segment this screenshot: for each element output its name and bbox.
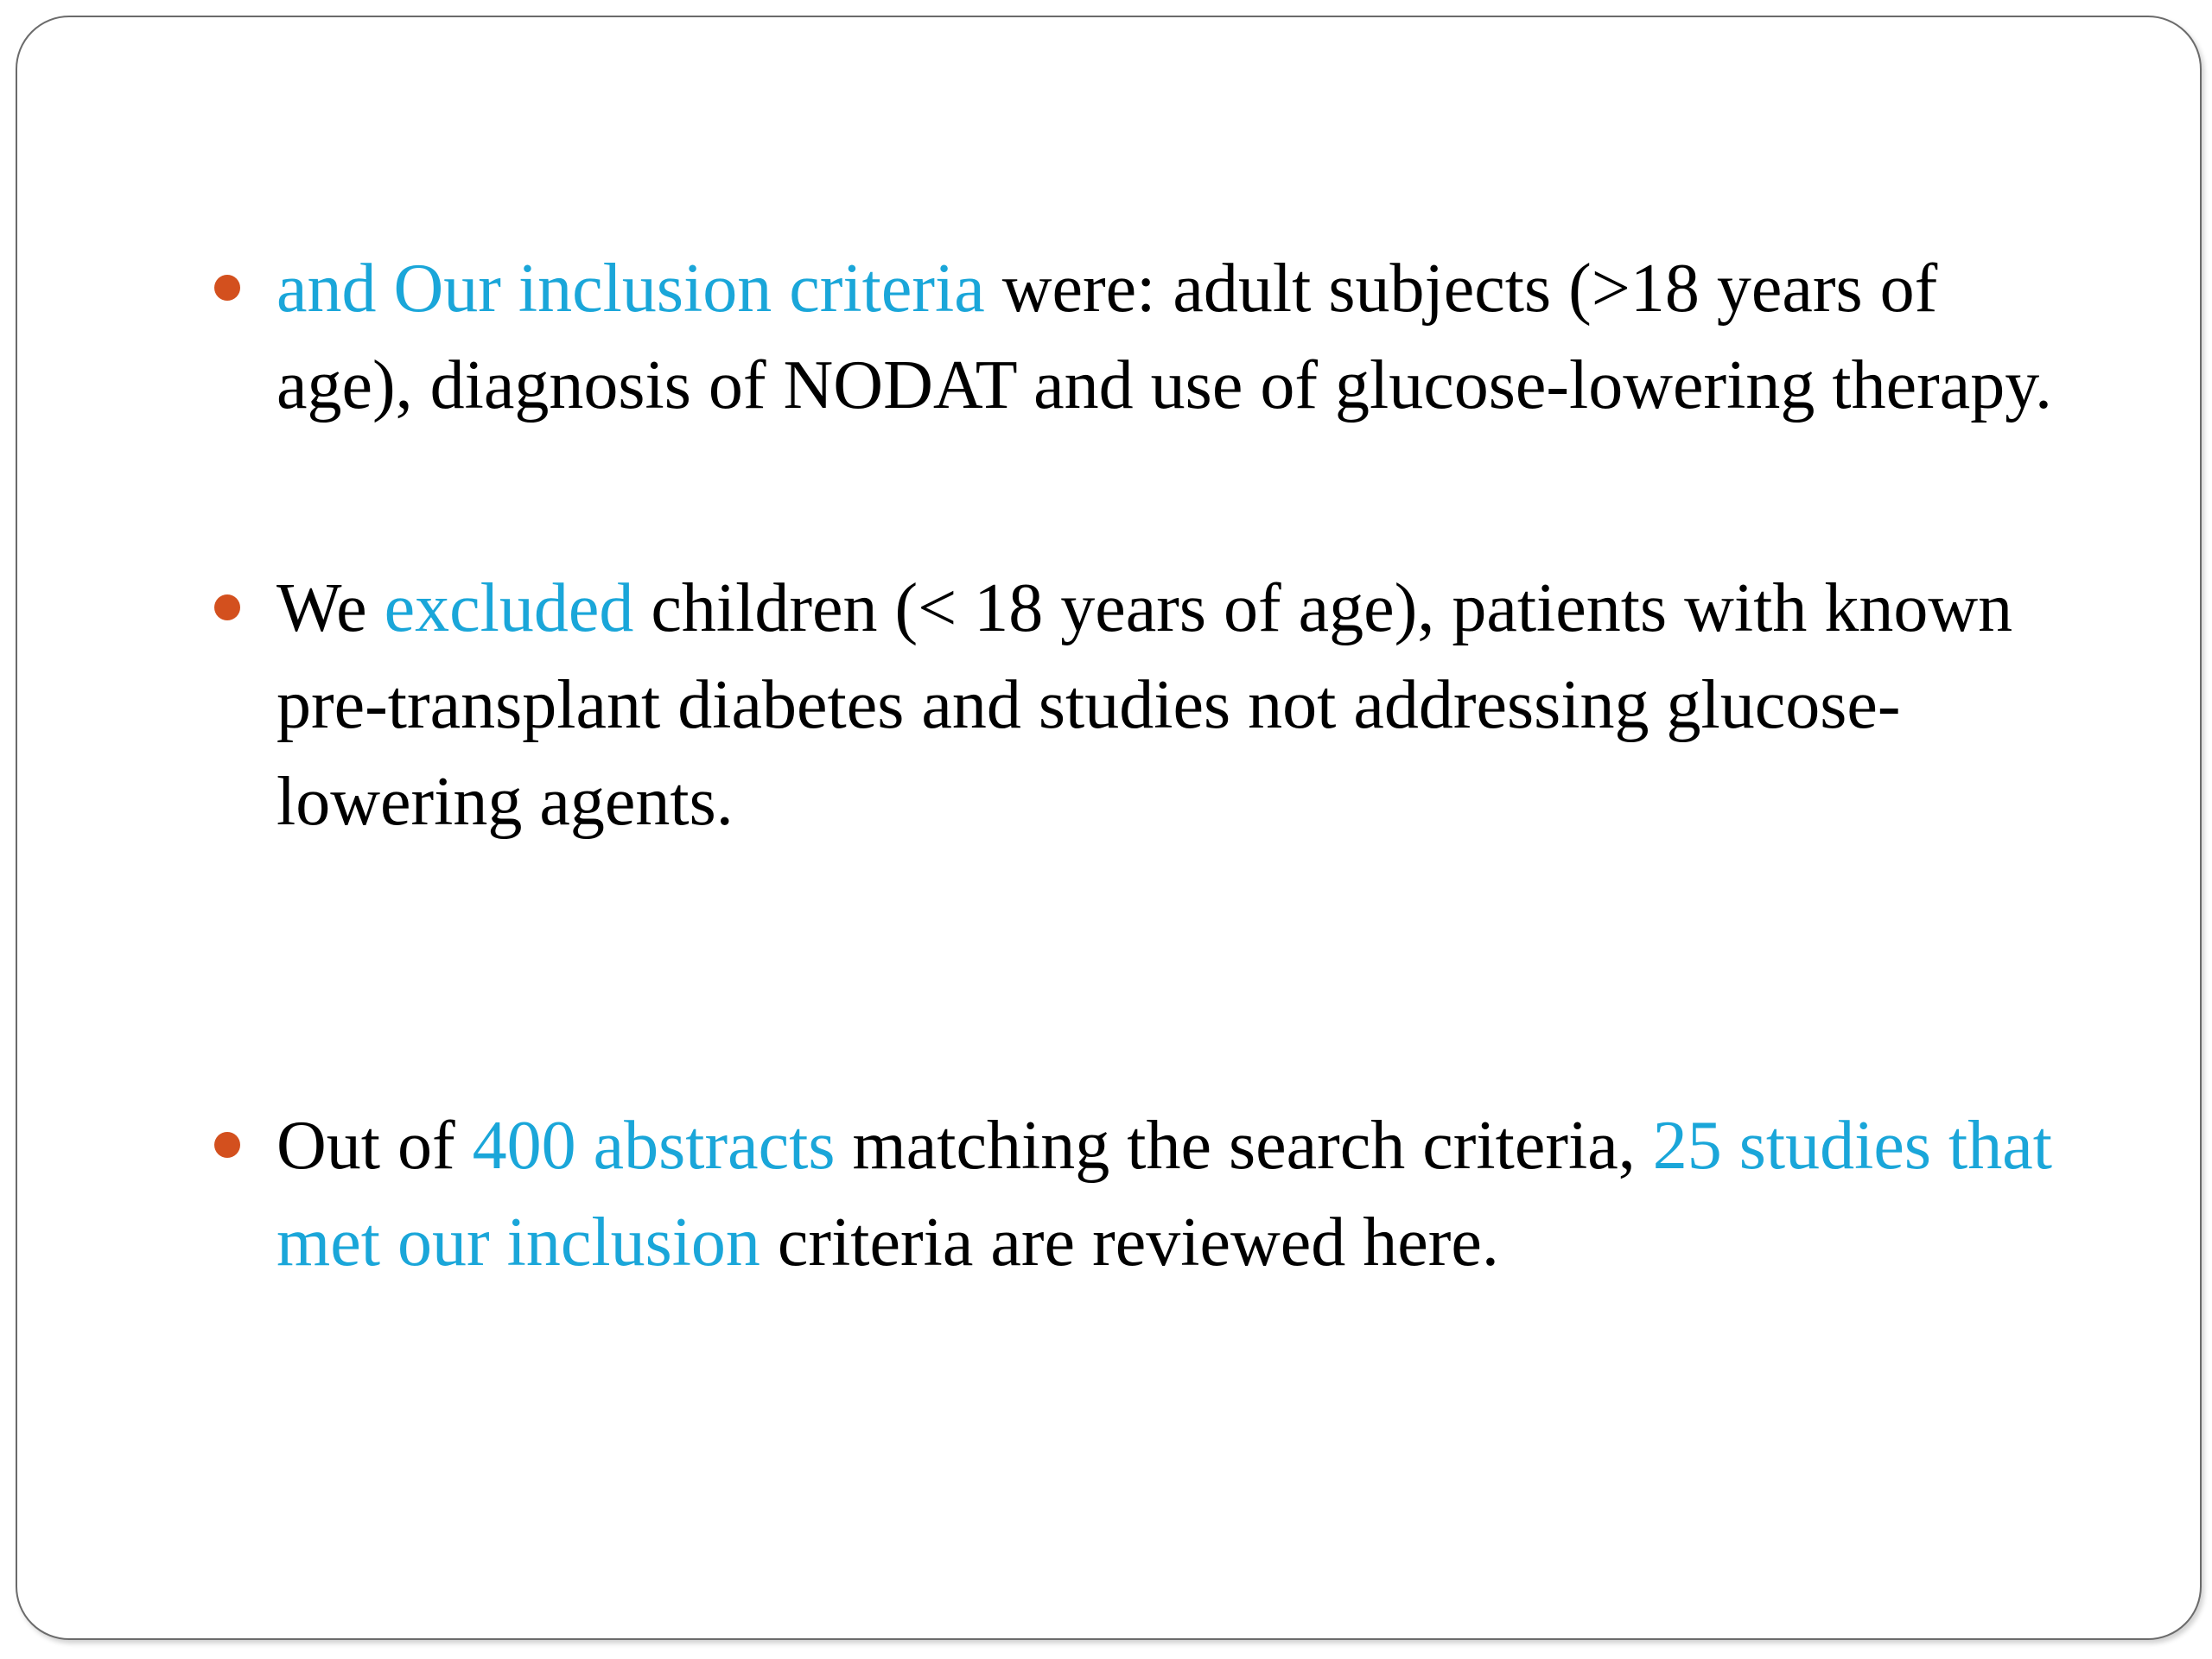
bullet-list xyxy=(276,240,2074,1291)
bullet-dot-icon xyxy=(214,594,240,620)
body-text: were: adult subjects (>18 years of age), diagnosis of NODAT and use of glucose-lowering therapy. xyxy=(276,251,2053,423)
bullet-inclusion-criteria xyxy=(276,240,2074,434)
body-text: children (< 18 years of age), patients with known pre-transplant diabetes and studies not addressing glucose-lowering agents. xyxy=(276,570,2013,840)
highlight-text: excluded xyxy=(384,570,634,646)
body-text: Out of xyxy=(276,1108,473,1184)
highlight-text: and Our inclusion criteria xyxy=(276,251,985,327)
highlight-text: 25 studies that met our inclusion xyxy=(276,1108,2052,1281)
body-text: matching the search criteria, xyxy=(835,1108,1653,1184)
bullet-study-results xyxy=(276,1097,2074,1291)
body-text: criteria are reviewed here. xyxy=(760,1205,1499,1281)
bullet-dot-icon xyxy=(214,1132,240,1158)
body-text: We xyxy=(276,570,385,646)
slide-frame xyxy=(16,16,2202,1640)
bullet-exclusion-criteria xyxy=(276,560,2074,850)
highlight-text: 400 abstracts xyxy=(472,1108,836,1184)
bullet-dot-icon xyxy=(214,275,240,301)
